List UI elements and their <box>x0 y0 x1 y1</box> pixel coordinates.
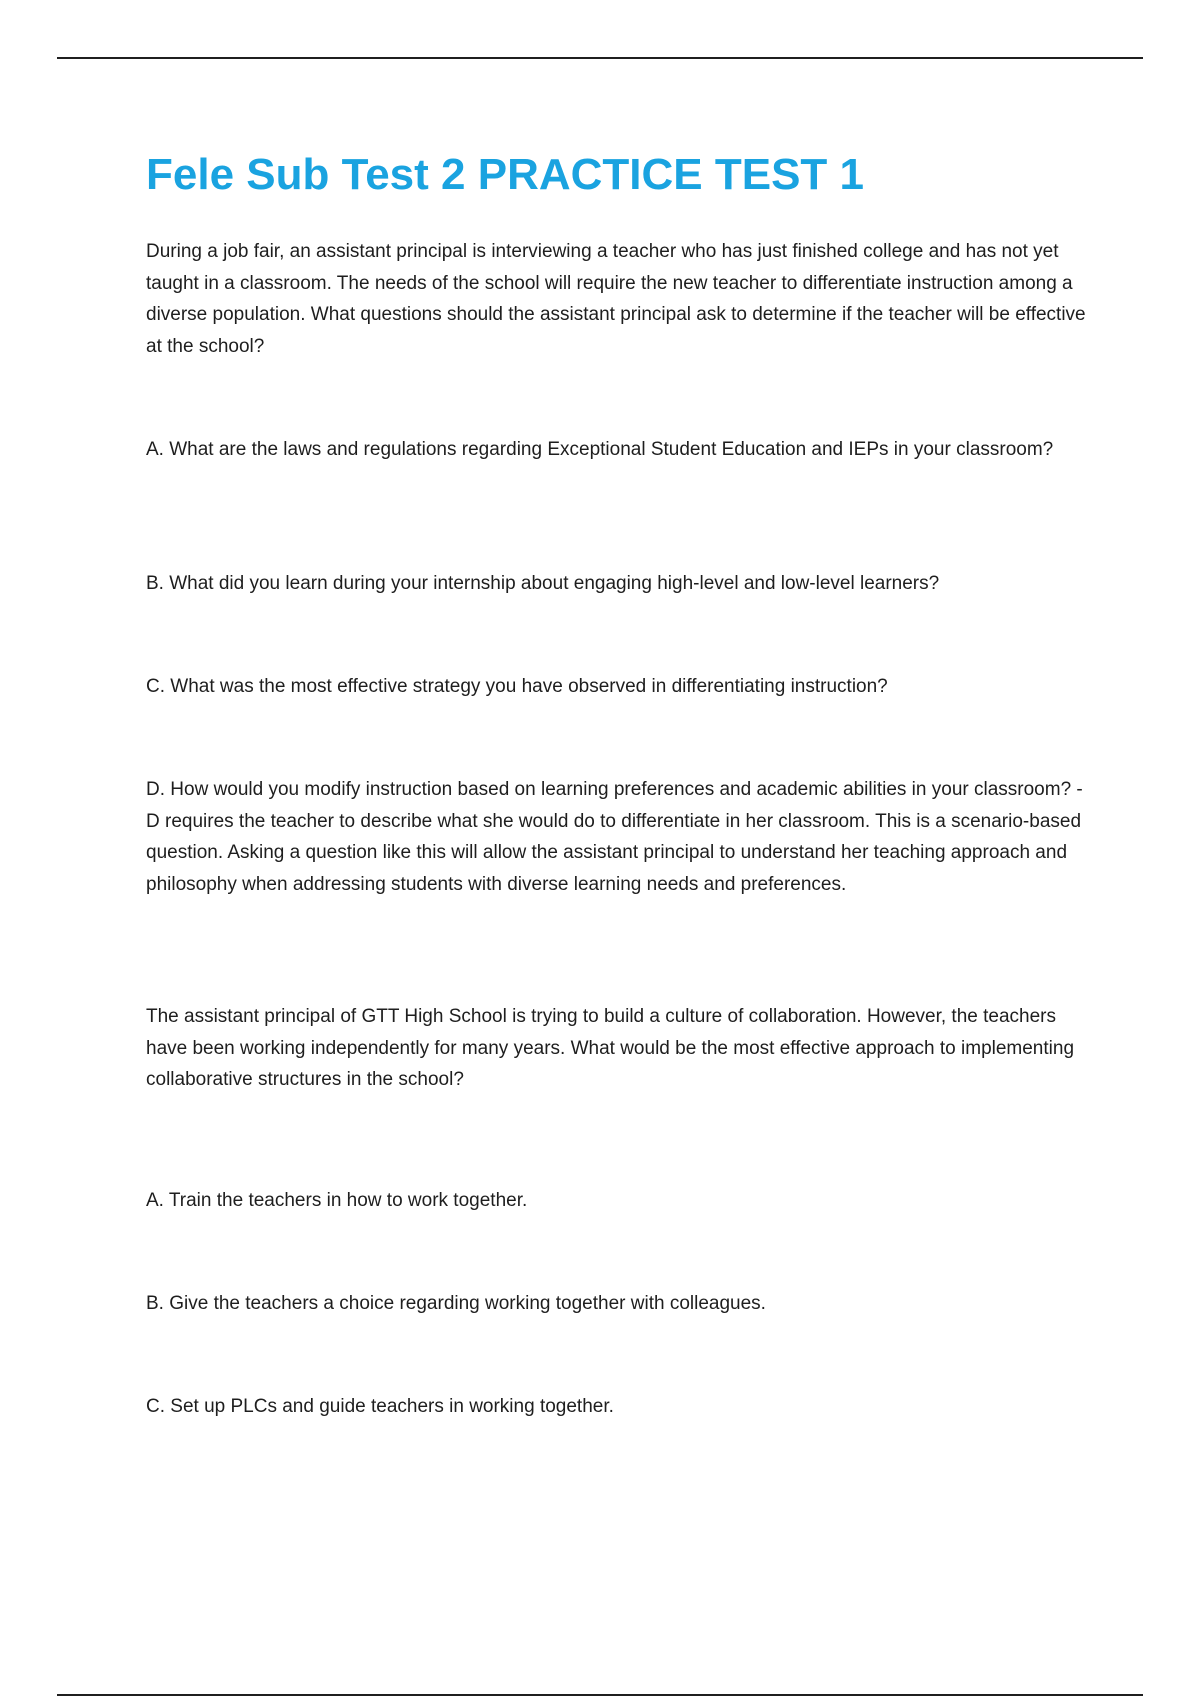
question-1-option-b: B. What did you learn during your internship about engaging high-level and low-level learners? <box>146 573 940 594</box>
question-1-option-d: D. How would you modify instruction based on learning preferences and academic abilities in your classroom? - D requires the teacher to describe what she would do to differentiate in her classroom. This is a scenario-based question. Asking a question like this will allow the assistant principal to understand her teaching approach and philosophy when addressing students with diverse learning needs and preferences. <box>146 779 1083 895</box>
question-2-option-c: C. Set up PLCs and guide teachers in working together. <box>146 1396 614 1417</box>
question-2-stem: The assistant principal of GTT High School is trying to build a culture of collaboration. However, the teachers have been working independently for many years. What would be the most effective approach to implementing collaborative structures in the school? <box>146 1006 1075 1090</box>
question-2-option-b: B. Give the teachers a choice regarding working together with colleagues. <box>146 1293 766 1314</box>
top-rule <box>57 57 1143 59</box>
question-1-option-c: C. What was the most effective strategy you have observed in differentiating instruction? <box>146 676 888 697</box>
question-2-option-a: A. Train the teachers in how to work together. <box>146 1190 528 1211</box>
question-1-stem: During a job fair, an assistant principal is interviewing a teacher who has just finished college and has not yet taught in a classroom. The needs of the school will require the new teacher to differentiate instruction among a diverse population. What questions should the assistant principal ask to determine if the teacher will be effective at the school? <box>146 241 1086 357</box>
bottom-rule <box>57 1694 1143 1696</box>
page-title: Fele Sub Test 2 PRACTICE TEST 1 <box>146 150 864 199</box>
question-1-option-a: A. What are the laws and regulations regarding Exceptional Student Education and IEPs in your classroom? <box>146 439 1054 460</box>
